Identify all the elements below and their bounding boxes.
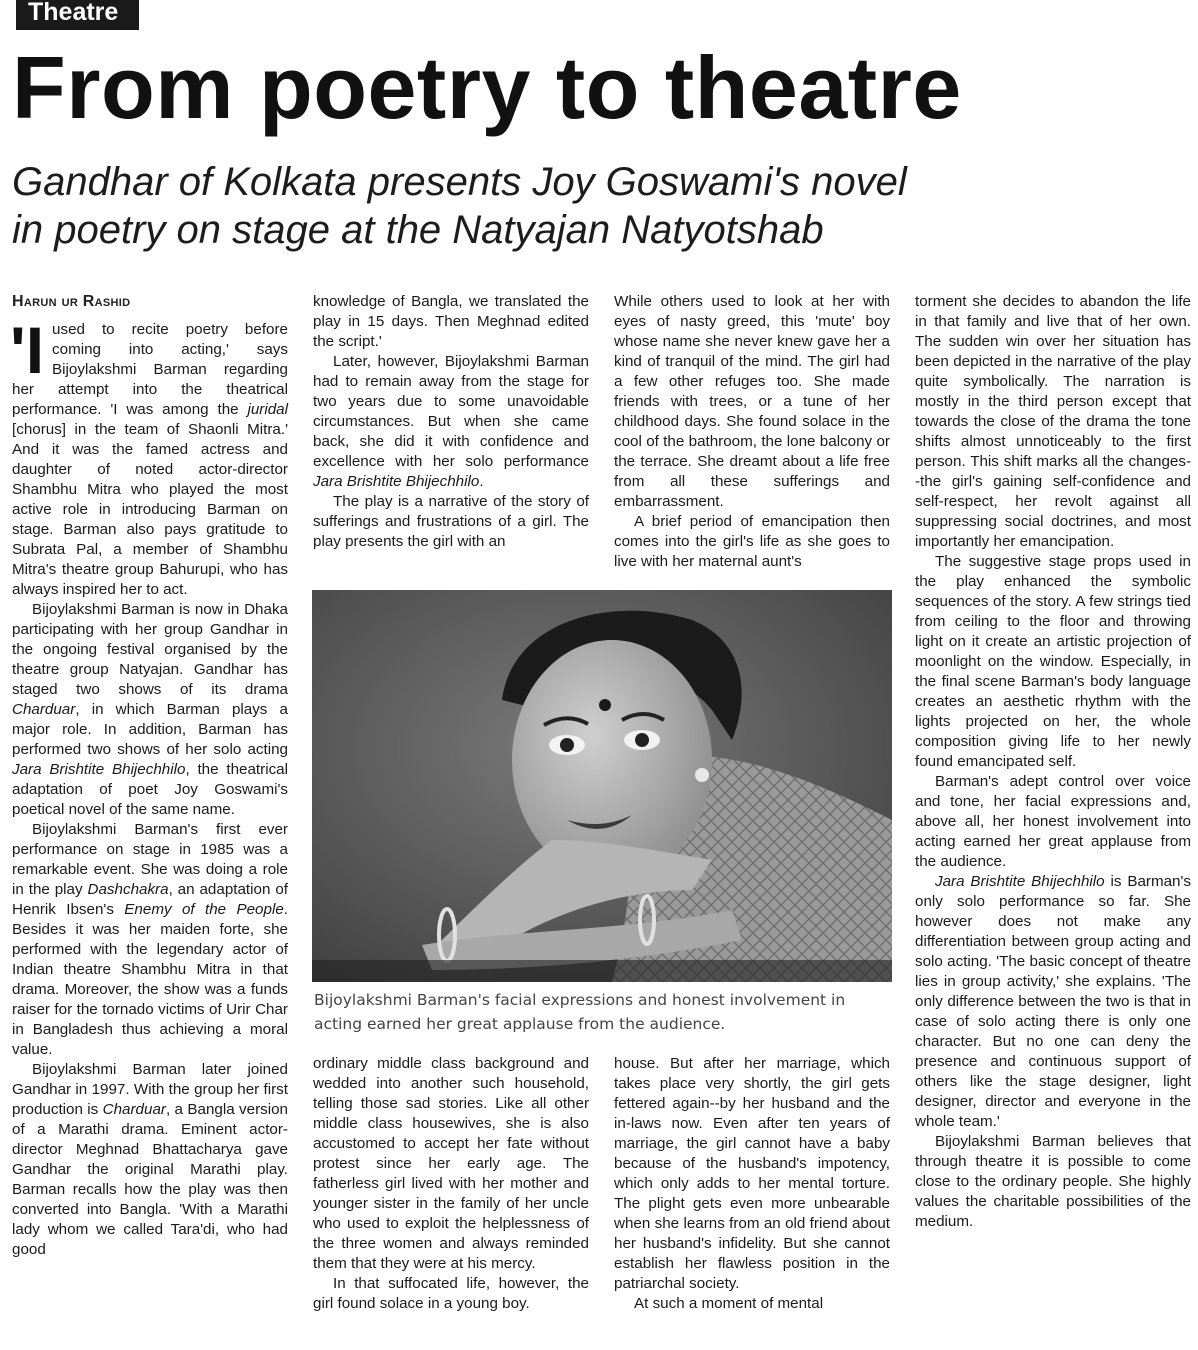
paragraph-text: , a Bangla version of a Marathi drama. Eminent actor-director Meghnad Bhattacharya gave Gandhar the original Marathi play. Barman recalls how the play was then converted into Bangla. 'With a Marathi lady whom we called Tara'di, who had good [12, 1101, 288, 1258]
paragraph-text: . Besides it was her maiden forte, she performed with the legendary actor of Indian theatre Shambhu Mitra in that drama. Moreover, the show was a funds raiser for the tornado victims of Urir Char in Bangladesh thus achieving a moral value. [12, 901, 288, 1058]
paragraph: While others used to look at her with eyes of nasty greed, this 'mute' boy whose name she never knew gave her a kind of tranquil of the mind. The girl had a few other refuges too. She made friends with trees, or a tune of her childhood days. She found solace in the cool of the bathroom, the lone balcony or the terrace. She dreamt about a life free from all these sufferings and embarrassment. [614, 293, 890, 510]
paragraph-text: . [479, 473, 484, 490]
section-label: Theatre [16, 0, 139, 30]
paragraph [12, 1060, 288, 1260]
paragraph [915, 872, 1191, 1132]
byline: Harun ur Rashid [12, 293, 131, 310]
paragraph-text: , an adaptation of Henrik Ibsen's [12, 881, 288, 918]
italic-title: Jara Brishtite Bhijechhilo [12, 761, 186, 778]
paragraph-text: Bijoylakshmi Barman is now in Dhaka participating with her group Gandhar in the ongoing festival organised by the theatre group Natyajan. Gandhar has staged two shows of its drama [12, 601, 288, 698]
photo-caption: Bijoylakshmi Barman's facial expressions and honest involvement in acting earned her great applause from the audience. [314, 991, 846, 1033]
italic-title: Jara Brishtite Bhijechhilo [313, 473, 480, 490]
paragraph [12, 820, 288, 1060]
article-column-1 [12, 292, 288, 1260]
paragraph [12, 600, 288, 820]
paragraph: The play is a narrative of the story of sufferings and frustrations of a girl. The play presents the girl with an [313, 493, 589, 550]
paragraph: ordinary middle class background and wedded into another such household, telling those sad stories. Like all other middle class housewives, she is also accustomed to accept her fate without protest since her early age. The fatherless girl lived with her mother and younger sister in the family of her uncle who used to exploit the helplessness of the three women and always reminded them that they were at his mercy. [313, 1055, 589, 1272]
paragraph: A brief period of emancipation then comes into the girl's life as she goes to live with her maternal aunt's [614, 513, 890, 570]
article-column-2-top [313, 292, 589, 552]
italic-title: Jara Brishtite Bhijechhilo [935, 873, 1105, 890]
drop-cap: 'I [10, 313, 45, 387]
paragraph: Barman's adept control over voice and tone, her facial expressions and, above all, her honest involvement into acting earned her great applause from the audience. [915, 773, 1191, 870]
paragraph: Bijoylakshmi Barman believes that through theatre it is possible to come close to the ordinary people. She highly values the charitable possibilities of the medium. [915, 1133, 1191, 1230]
paragraph-text: Later, however, Bijoylakshmi Barman had to remain away from the stage for two years due to some unavoidable circumstances. But when she came back, she did it with confidence and excellence with her solo performance [313, 353, 589, 470]
paragraph-text: [chorus] in the team of Shaonli Mitra.' And it was the famed actress and daughter of noted actor-director Shambhu Mitra who played the most active role in introducing Barman on stage. Barman also pays gratitude to Subrata Pal, a member of Shambhu Mitra's theatre group Bahurupi, who has always inspired her to act. [12, 421, 288, 598]
italic-title: Charduar [102, 1101, 166, 1118]
subheadline-line-1: Gandhar of Kolkata presents Joy Goswami's novel [12, 160, 907, 204]
article-column-4 [915, 292, 1191, 1232]
paragraph: The suggestive stage props used in the play enhanced the symbolic sequences of the story. A few strings tied from ceiling to the floor and throwing light on it create an artistic projection of moonlight on the window. Especially, in the final scene Barman's body language creates an aesthetic rhythm with the lights projected on her, the whole composition giving life to her newly found emancipated self. [915, 553, 1191, 770]
paragraph: torment she decides to abandon the life in that family and live that of her own. The sudden win over her situation has been depicted in the narrative of the play quite symbolically. The narration is mostly in the third person except that towards the close of the drama the tone shifts almost unnoticeably to the first person. This shift marks all the changes--the girl's gaining self-confidence and self-respect, her revolt against all suppressing social doctrines, and most importantly her emancipation. [915, 293, 1191, 550]
paragraph-text: Bijoylakshmi Barman later joined Gandhar in 1997. With the group her first production is [12, 1061, 288, 1118]
article-column-3-bottom [614, 1054, 890, 1314]
paragraph-text: is Barman's only solo performance so far. She however does not make any differentiation between group acting and solo acting. 'The basic concept of theatre lies in group activity,' she explains. 'The only difference between the two is that in case of solo acting there is only one character. But no one can deny the presence and continuous support of others like the stage designer, light designer, director and everyone in the whole team.' [915, 873, 1191, 1130]
article-photo [312, 590, 892, 982]
paragraph-text: , in which Barman plays a major role. In addition, Barman has performed two shows of her solo acting [12, 701, 288, 758]
italic-title: Dashchakra [87, 881, 169, 898]
portrait-photo-illustration [312, 590, 892, 982]
paragraph: house. But after her marriage, which takes place very shortly, the girl gets fettered again--by her husband and the in-laws now. Even after ten years of marriage, the girl cannot have a baby because of the husband's impotency, which only adds to her mental torture. The plight gets even more unbearable when she learns from an old friend about her husband's infidelity. But she cannot establish her flawless position in the patriarchal society. [614, 1055, 890, 1292]
paragraph-text: , the theatrical adaptation of poet Joy Goswami's poetical novel of the same name. [12, 761, 288, 818]
italic-title: Enemy of the People [124, 901, 284, 918]
paragraph-text: Bijoylakshmi Barman's first ever performance on stage in 1985 was a remarkable event. She was doing a role in the play [12, 821, 288, 898]
italic-title: Charduar [12, 701, 76, 718]
paragraph-text: used to recite poetry before coming into acting,' says Bijoylakshmi Barman regarding her attempt into the theatrical performance. 'I was among the [12, 321, 288, 418]
headline: From poetry to theatre [12, 38, 962, 137]
paragraph: In that suffocated life, however, the girl found solace in a young boy. [313, 1275, 589, 1312]
paragraph [10, 313, 288, 600]
subheadline-line-2: in poetry on stage at the Natyajan Natyotshab [12, 208, 824, 252]
paragraph: knowledge of Bangla, we translated the play in 15 days. Then Meghnad edited the script.' [313, 293, 589, 350]
article-column-3-top [614, 292, 890, 572]
subheadline [12, 158, 907, 254]
italic-term: juridal [247, 401, 288, 418]
paragraph: At such a moment of mental [634, 1295, 824, 1312]
article-column-2-bottom [313, 1054, 589, 1314]
paragraph [313, 352, 589, 492]
